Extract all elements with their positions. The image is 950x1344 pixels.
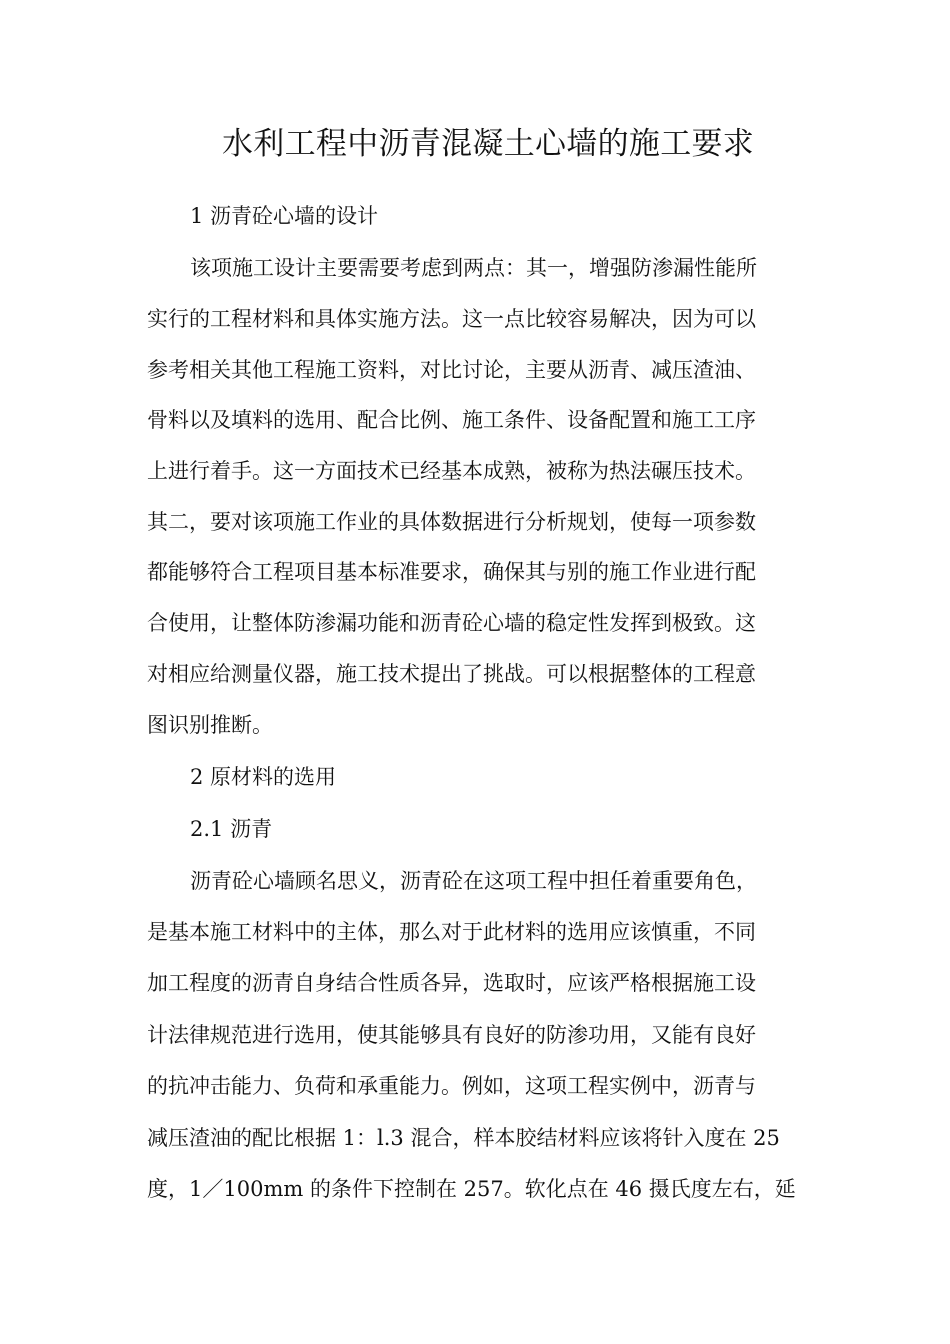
paragraph-line: 上进行着手。这一方面技术已经基本成熟，被称为热法碾压技术。	[147, 459, 756, 483]
paragraph-line: 都能够符合工程项目基本标准要求，确保其与别的施工作业进行配	[147, 560, 756, 584]
paragraph-line: 图识别推断。	[147, 713, 273, 737]
paragraph-line: 参考相关其他工程施工资料，对比讨论，主要从沥青、减压渣油、	[147, 358, 756, 382]
paragraph-line: 计法律规范进行选用，使其能够具有良好的防渗功用，又能有良好	[147, 1023, 756, 1047]
section-heading: 2 原材料的选用	[190, 765, 337, 789]
document-title: 水利工程中沥青混凝土心墙的施工要求	[222, 126, 755, 162]
paragraph-line: 减压渣油的配比根据 1：l.3 混合，样本胶结材料应该将针入度在 25	[147, 1126, 780, 1150]
paragraph-line: 加工程度的沥青自身结合性质各异，选取时，应该严格根据施工设	[147, 971, 756, 995]
paragraph-line: 骨料以及填料的选用、配合比例、施工条件、设备配置和施工工序	[147, 408, 756, 432]
subsection-heading: 2.1 沥青	[190, 817, 273, 841]
section-heading: 1 沥青砼心墙的设计	[190, 204, 379, 228]
paragraph-line: 该项施工设计主要需要考虑到两点：其一，增强防渗漏性能所	[190, 256, 757, 280]
paragraph-line: 沥青砼心墙顾名思义，沥青砼在这项工程中担任着重要角色，	[190, 869, 757, 893]
paragraph-line: 实行的工程材料和具体实施方法。这一点比较容易解决，因为可以	[147, 307, 756, 331]
paragraph-line: 合使用，让整体防渗漏功能和沥青砼心墙的稳定性发挥到极致。这	[147, 611, 756, 635]
paragraph-line: 是基本施工材料中的主体，那么对于此材料的选用应该慎重，不同	[147, 920, 756, 944]
paragraph-line: 对相应给测量仪器，施工技术提出了挑战。可以根据整体的工程意	[147, 662, 756, 686]
paragraph-line: 的抗冲击能力、负荷和承重能力。例如，这项工程实例中，沥青与	[147, 1074, 756, 1098]
paragraph-line: 其二，要对该项施工作业的具体数据进行分析规划，使每一项参数	[147, 510, 756, 534]
paragraph-line: 度，1／100mm 的条件下控制在 257。软化点在 46 摄氏度左右，延	[147, 1177, 796, 1201]
